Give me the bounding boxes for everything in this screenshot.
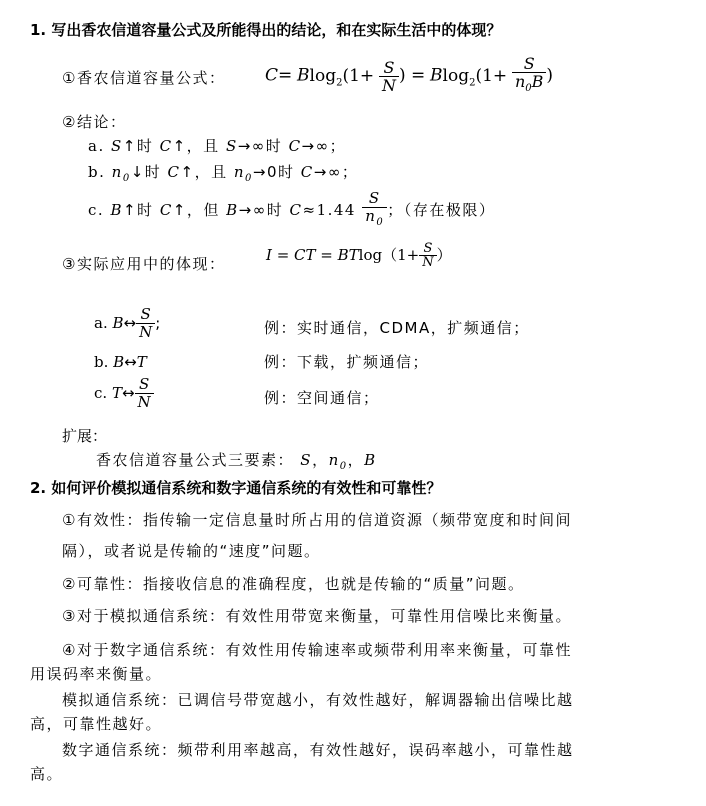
digital-system-line-1: ④对于数字通信系统：有效性用传输速率或频带利用率来衡量，可靠性 <box>62 641 572 659</box>
application-formula: I = CT = BTlog（1+ $\frac{S}{N}$ ） <box>266 241 452 270</box>
conclusion-b: b. $n_0↓$时 C↑，且 $n_0\to 0$时 C→∞； <box>88 163 359 184</box>
example-b-expr: b. B↔T <box>94 353 147 371</box>
digital-system-line-2: 用误码率来衡量。 <box>30 665 163 683</box>
effectiveness-line-1: ①有效性：指传输一定信息量时所占用的信道资源（频带宽度和时间间 <box>62 511 572 529</box>
conclusion-label: ②结论： <box>62 113 127 131</box>
limit-note: （存在极限） <box>403 201 496 219</box>
analog-eval-line-1: 模拟通信系统：已调信号带宽越小，有效性越好，解调器输出信噪比越 <box>62 691 574 709</box>
formula-label: ①香农信道容量公式： <box>62 69 226 87</box>
effectiveness-line-2: 隔），或者说是传输的“速度”问题。 <box>62 542 321 560</box>
conclusion-a: a. S↑时 C↑，且 S→∞时 C→∞； <box>88 137 347 155</box>
question-2-title: 2. 如何评价模拟通信系统和数字通信系统的有效性和可靠性？ <box>30 479 442 497</box>
question-1-title: 1. 写出香农信道容量公式及所能得出的结论，和在实际生活中的体现？ <box>30 21 502 39</box>
extend-line: 香农信道容量公式三要素： S，$n_0$，B <box>96 451 377 472</box>
example-c-text: 例：空间通信； <box>264 389 380 407</box>
example-a-text: 例：实时通信，CDMA，扩频通信； <box>264 319 530 337</box>
shannon-formula: C= Blog$_2$(1+ $\frac{S}{N}$ ) = Blog$_2$(1+ $\frac{S}{n_0B}$ ) <box>265 55 553 103</box>
conclusion-c: c. B↑时 C↑，但 B→∞时 C≈1.44 $\frac{S}{n_0}$ ；（存在极限） <box>88 190 495 234</box>
example-c-expr: c. T↔ $\frac{S}{N}$ <box>94 376 154 420</box>
analog-system-line: ③对于模拟通信系统：有效性用带宽来衡量，可靠性用信噪比来衡量。 <box>62 607 572 625</box>
reliability-line: ②可靠性：指接收信息的准确程度，也就是传输的“质量”问题。 <box>62 575 525 593</box>
analog-eval-line-2: 高，可靠性越好。 <box>30 715 163 733</box>
example-a-expr: a. B↔ $\frac{S}{N}$ ; <box>94 305 161 341</box>
extend-text: 香农信道容量公式三要素： <box>96 451 295 469</box>
extend-label: 扩展： <box>62 427 108 445</box>
digital-eval-line-1: 数字通信系统：频带利用率越高，有效性越好，误码率越小，可靠性越 <box>62 741 574 759</box>
example-b-text: 例：下载，扩频通信； <box>264 353 430 371</box>
application-label: ③实际应用中的体现： <box>62 255 226 273</box>
digital-eval-line-2: 高。 <box>30 765 64 783</box>
